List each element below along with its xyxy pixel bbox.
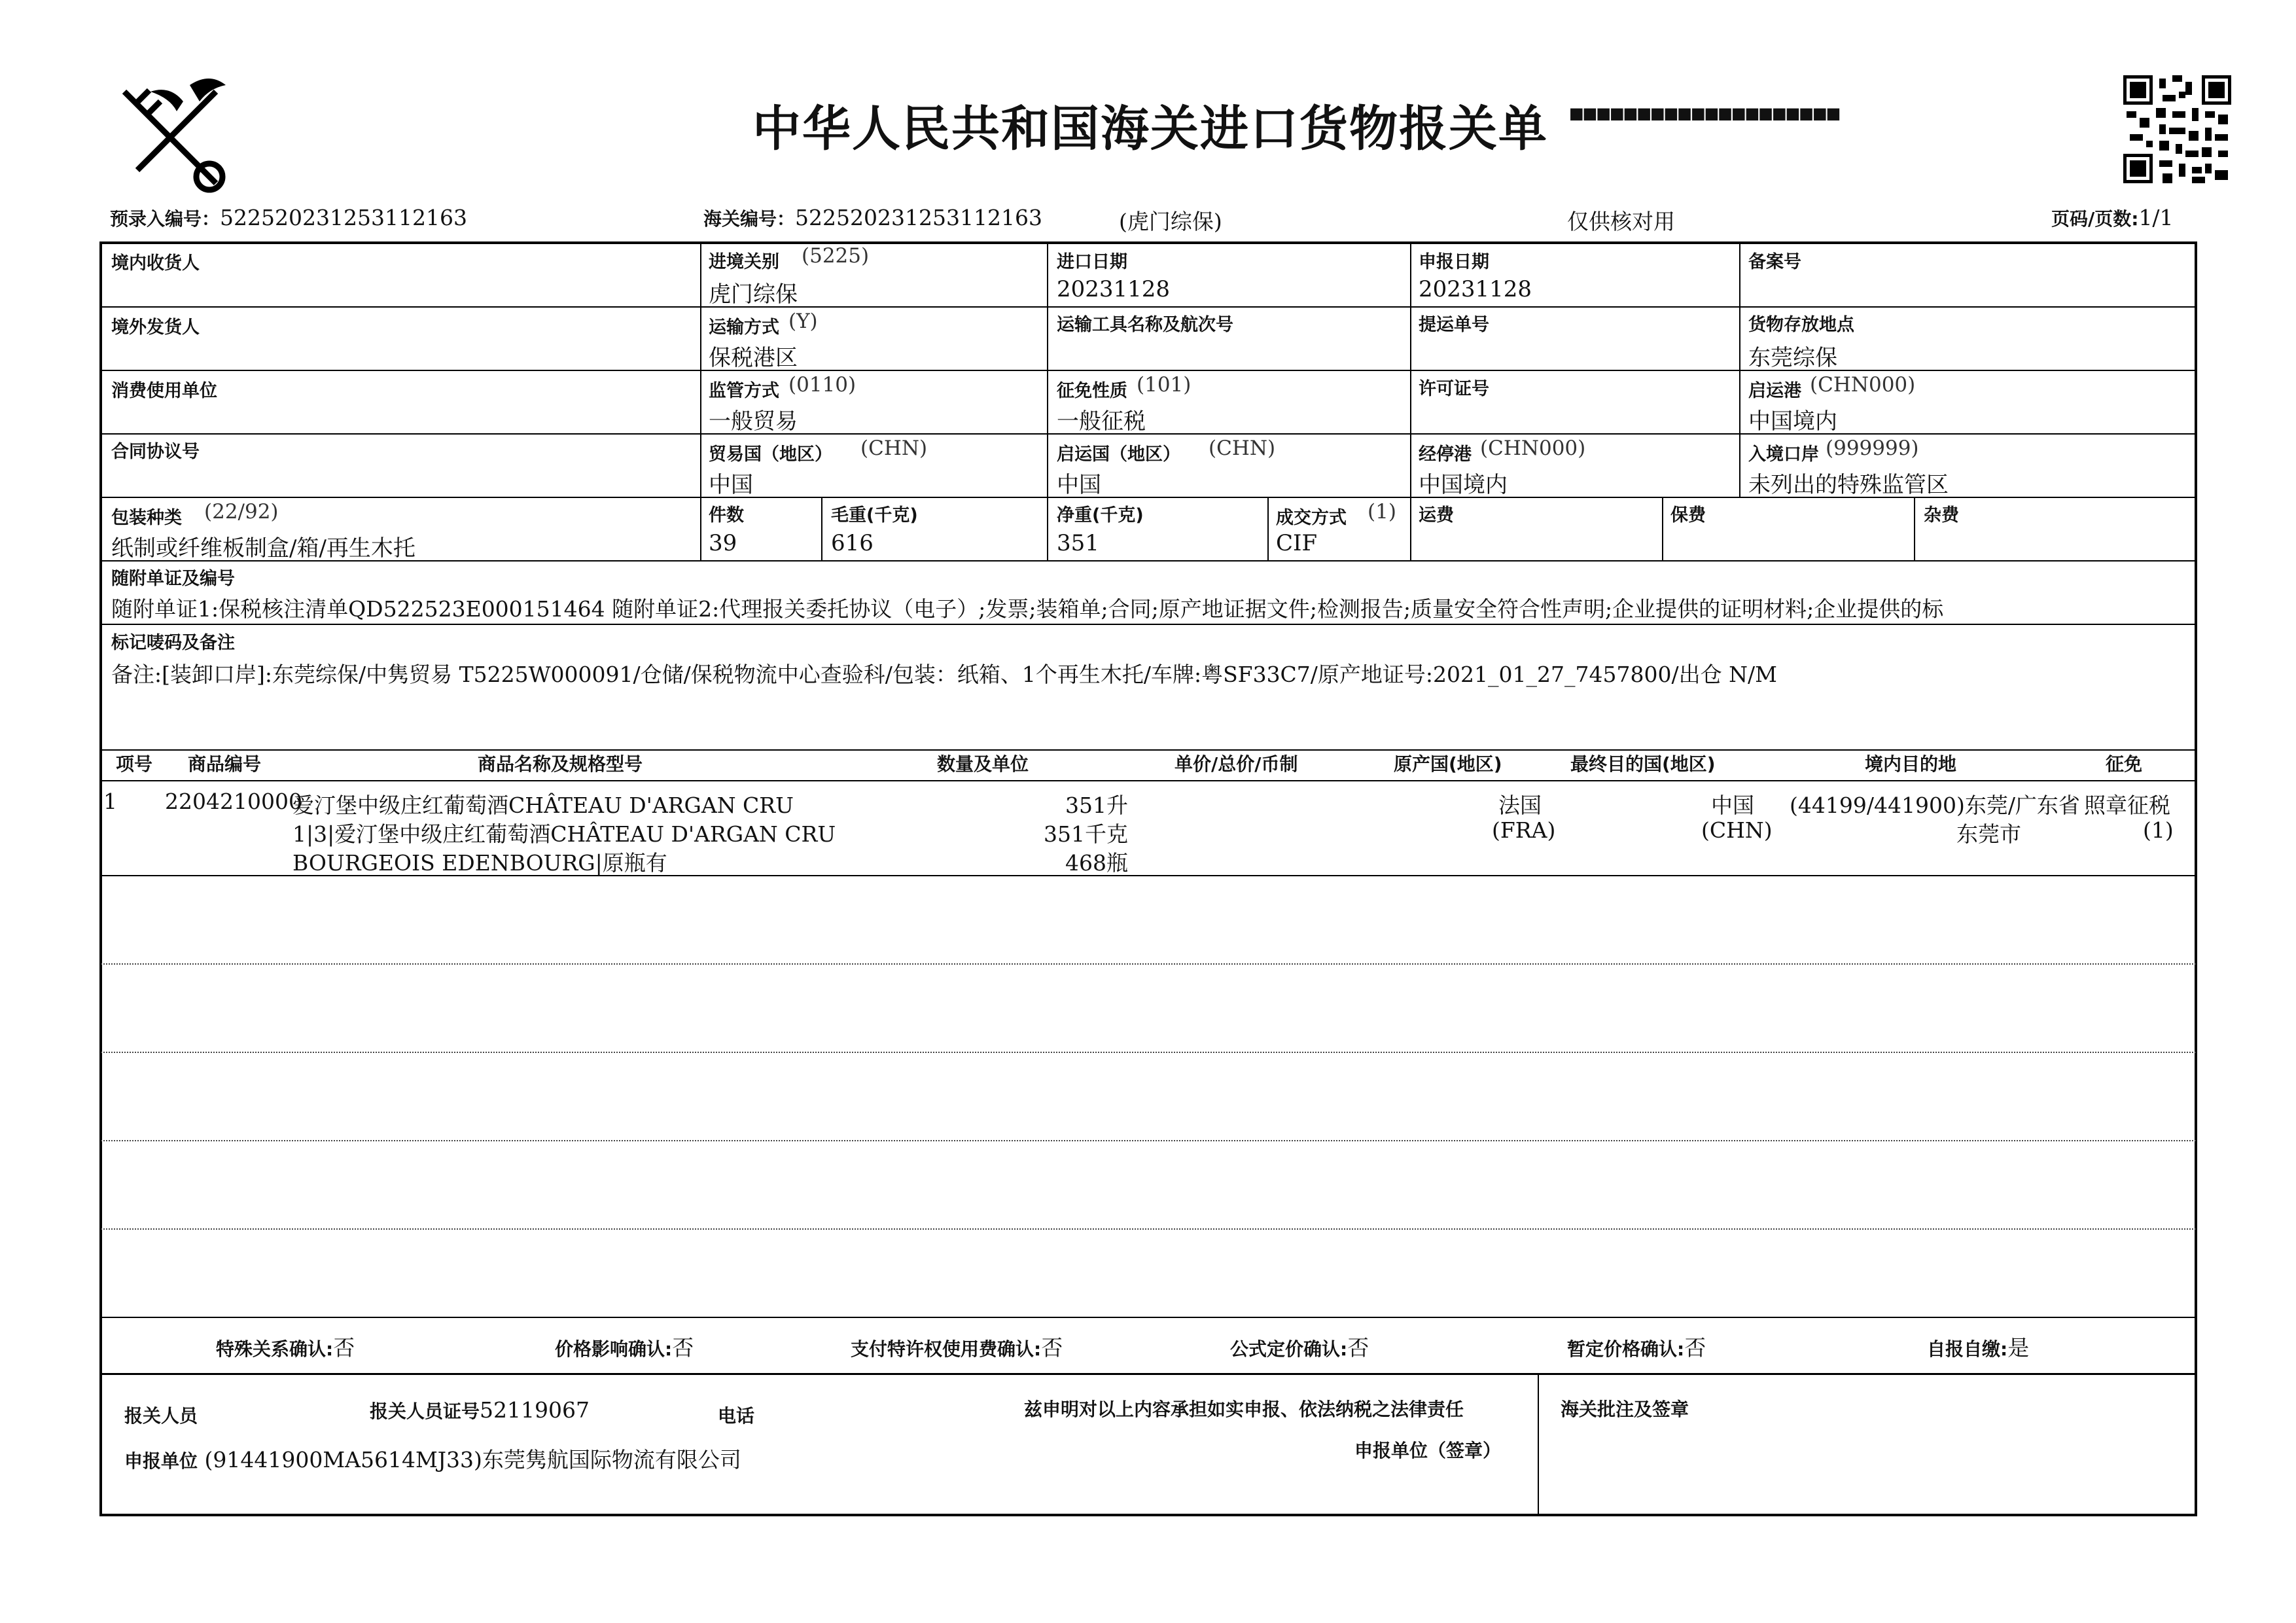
misc-fee-label: 杂费	[1924, 505, 1959, 526]
col-item-no: 项号	[116, 753, 153, 775]
customs-number: 海关编号：522520231253112163	[703, 205, 1042, 230]
dep-port-value: 中国境内	[1748, 408, 1837, 435]
dep-country-value: 中国	[1057, 472, 1101, 498]
trade-country-value: 中国	[709, 472, 753, 498]
consumer-label: 消费使用单位	[111, 381, 217, 401]
bl-label: 提运单号	[1419, 315, 1489, 335]
marks-label: 标记唛码及备注	[111, 633, 235, 653]
goods-levy-line1: 照章征税	[2084, 793, 2170, 818]
entry-port-code: (999999)	[1826, 437, 1919, 460]
col-origin: 原产国(地区)	[1394, 753, 1502, 775]
tax-nature-code: (101)	[1137, 373, 1192, 397]
provisional-price-confirm: 暂定价格确认:否	[1567, 1335, 1706, 1361]
transit-port-code: (CHN000)	[1480, 437, 1586, 460]
transit-port-value: 中国境内	[1419, 472, 1508, 498]
docs-label: 随附单证及编号	[111, 569, 235, 589]
declare-date-label: 申报日期	[1419, 252, 1489, 272]
import-date-value: 20231128	[1057, 276, 1171, 302]
pieces-label: 件数	[709, 505, 744, 526]
col-hs-code: 商品编号	[188, 753, 262, 775]
entry-customs-value: 虎门综保	[709, 281, 798, 308]
goods-hs-code: 2204210000	[165, 789, 302, 814]
deal-mode-label: 成交方式	[1276, 508, 1347, 528]
declarant-label: 报关人员	[124, 1405, 198, 1427]
record-no-label: 备案号	[1748, 252, 1801, 272]
entry-customs-code: (5225)	[802, 244, 870, 268]
goods-qty-2: 351千克	[1044, 821, 1128, 847]
goods-qty-3: 468瓶	[1065, 850, 1128, 876]
pre-entry-number: 预录入编号：522520231253112163	[110, 205, 467, 230]
dep-country-label: 启运国（地区）	[1057, 444, 1180, 465]
tax-nature-value: 一般征税	[1057, 408, 1146, 435]
packing-code: (22/92)	[204, 500, 279, 524]
entry-customs-label: 进境关别	[709, 252, 779, 272]
gross-weight-label: 毛重(千克)	[831, 505, 918, 526]
consignee-label: 境内收货人	[111, 253, 200, 274]
gross-weight-value: 616	[831, 530, 874, 556]
legal-statement: 兹申明对以上内容承担如实申报、依法纳税之法律责任	[1024, 1399, 1464, 1420]
customs-emblem	[111, 72, 236, 196]
col-price: 单价/总价/币制	[1174, 753, 1298, 775]
goods-levy-line2: (1)	[2143, 817, 2174, 843]
qr-caption: ■■■■■■■■■■■■■■■■■■■■	[1570, 101, 1841, 125]
trade-country-code: (CHN)	[860, 437, 928, 460]
goods-qty-1: 351升	[1065, 793, 1128, 818]
goods-item-no: 1	[103, 789, 117, 814]
phone-label: 电话	[718, 1405, 755, 1427]
net-weight-value: 351	[1057, 530, 1099, 556]
declarant-cert: 报关人员证号52119067	[370, 1397, 590, 1423]
docs-value: 随附单证1:保税核注清单QD522523E000151464 随附单证2:代理报关委托协议（电子）;发票;装箱单;合同;原产地证据文件;检测报告;质量安全符合性声明;企业提供的证明材料;企业提供的标	[111, 596, 1944, 622]
declaring-unit-seal: 申报单位（签章）	[1354, 1440, 1502, 1461]
net-weight-label: 净重(千克)	[1057, 505, 1144, 526]
col-domestic-dest: 境内目的地	[1865, 753, 1957, 775]
special-relation-confirm: 特殊关系确认:否	[216, 1335, 355, 1361]
declare-date-value: 20231128	[1419, 276, 1532, 302]
formula-price-confirm: 公式定价确认:否	[1230, 1335, 1369, 1361]
goods-final-dest-code: (CHN)	[1701, 817, 1773, 843]
dep-port-label: 启运港	[1748, 381, 1801, 401]
goods-origin-name: 法国	[1498, 793, 1542, 818]
dep-country-code: (CHN)	[1209, 437, 1276, 460]
insurance-label: 保费	[1670, 505, 1706, 526]
deal-mode-code: (1)	[1368, 500, 1396, 524]
pieces-value: 39	[709, 530, 737, 556]
entry-port-label: 入境口岸	[1748, 444, 1819, 465]
goods-origin-code: (FRA)	[1492, 817, 1556, 843]
deal-mode-value: CIF	[1276, 530, 1318, 556]
goods-name-line1: 爱汀堡中级庄红葡萄酒CHÂTEAU D'ARGAN CRU	[292, 793, 794, 818]
storage-label: 货物存放地点	[1748, 315, 1854, 335]
reference-note: 仅供核对用	[1567, 209, 1675, 234]
import-date-label: 进口日期	[1057, 252, 1127, 272]
transport-mode-label: 运输方式	[709, 317, 779, 338]
supervision-code: (0110)	[788, 373, 857, 397]
goods-name-line3: BOURGEOIS EDENBOURG|原瓶有	[292, 850, 667, 876]
vessel-label: 运输工具名称及航次号	[1057, 315, 1233, 335]
supervision-label: 监管方式	[709, 381, 779, 401]
dep-port-code: (CHN000)	[1810, 373, 1916, 397]
transit-port-label: 经停港	[1419, 444, 1472, 465]
tax-nature-label: 征免性质	[1057, 381, 1127, 401]
qr-code	[2123, 75, 2231, 183]
transport-mode-value: 保税港区	[709, 345, 798, 371]
contract-label: 合同协议号	[111, 442, 200, 462]
packing-value: 纸制或纤维板制盒/箱/再生木托	[111, 535, 415, 562]
freight-label: 运费	[1419, 505, 1454, 526]
transport-mode-code: (Y)	[788, 310, 818, 333]
price-influence-confirm: 价格影响确认:否	[555, 1335, 694, 1361]
goods-final-dest-name: 中国	[1711, 793, 1754, 818]
storage-value: 东莞综保	[1748, 345, 1837, 371]
packing-label: 包装种类	[111, 508, 182, 528]
customs-office: (虎门综保)	[1119, 209, 1222, 234]
license-label: 许可证号	[1419, 379, 1489, 399]
shipper-label: 境外发货人	[111, 317, 200, 338]
customs-sign-label: 海关批注及签章	[1561, 1399, 1689, 1420]
col-levy: 征免	[2106, 753, 2143, 775]
col-final-dest: 最终目的国(地区)	[1570, 753, 1716, 775]
royalty-confirm: 支付特许权使用费确认:否	[851, 1335, 1063, 1361]
entry-port-value: 未列出的特殊监管区	[1748, 472, 1949, 498]
marks-value: 备注:[装卸口岸]:东莞综保/中隽贸易 T5225W000091/仓储/保税物流中心查验科/包装：纸箱、1个再生木托/车牌:粤SF33C7/原产地证号:2021_01_27_7457800/出仓 N/M	[111, 662, 1777, 687]
trade-country-label: 贸易国（地区）	[709, 444, 832, 465]
col-name-spec: 商品名称及规格型号	[478, 753, 643, 775]
goods-domestic-dest-line2: 东莞市	[1956, 821, 2021, 847]
goods-name-line2: 1|3|爱汀堡中级庄红葡萄酒CHÂTEAU D'ARGAN CRU	[292, 821, 836, 847]
declaring-unit: 申报单位 (91441900MA5614MJ33)东莞隽航国际物流有限公司	[124, 1447, 741, 1472]
page-title: 中华人民共和国海关进口货物报关单	[752, 101, 1548, 157]
goods-domestic-dest-line1: (44199/441900)东莞/广东省	[1790, 793, 2080, 818]
supervision-value: 一般贸易	[709, 408, 798, 435]
self-declare-confirm: 自报自缴:是	[1927, 1335, 2030, 1361]
page-indicator: 页码/页数:1/1	[2051, 205, 2174, 230]
col-qty-unit: 数量及单位	[937, 753, 1029, 775]
